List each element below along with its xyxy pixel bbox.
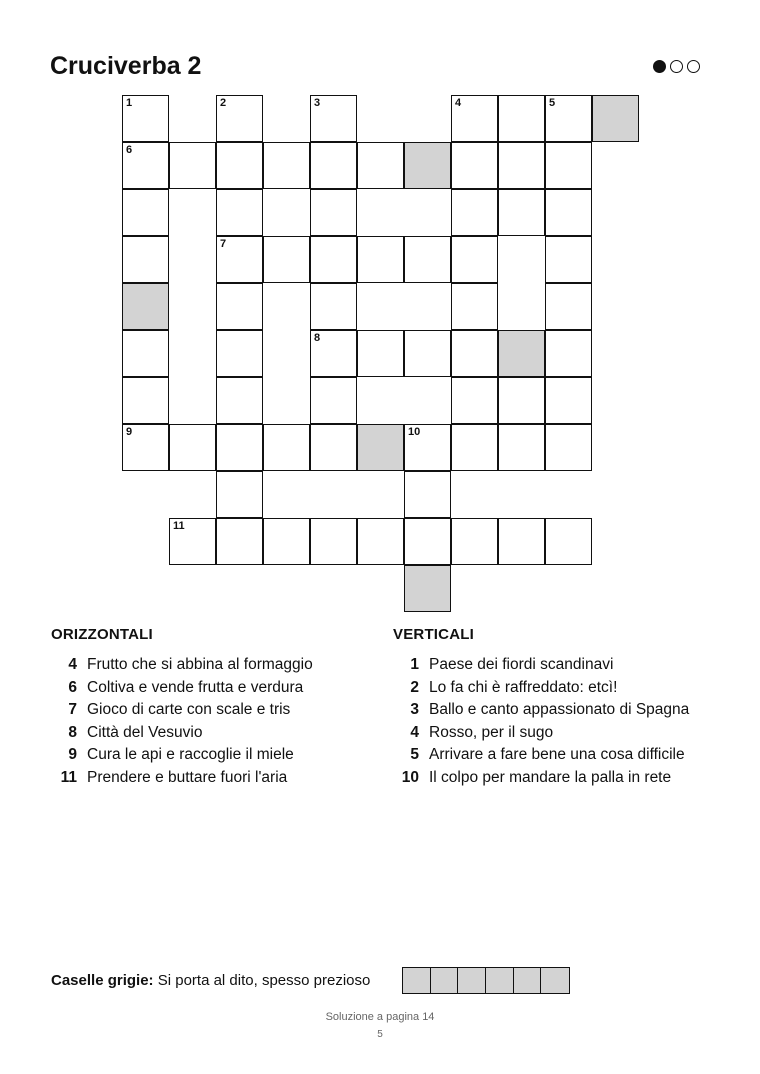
answer-box[interactable] (541, 968, 569, 993)
grid-cell[interactable] (545, 142, 592, 189)
grid-cell[interactable] (451, 236, 498, 283)
clue-item (393, 722, 723, 745)
grid-cell[interactable] (310, 95, 357, 142)
grid-cell[interactable] (263, 424, 310, 471)
grid-cell[interactable] (216, 471, 263, 518)
grid-cell[interactable] (310, 518, 357, 565)
grid-cell[interactable] (451, 424, 498, 471)
clue-number: 10 (401, 768, 419, 786)
grid-cell[interactable] (545, 189, 592, 236)
clue-number: 3 (410, 701, 419, 718)
clue-text: Città del Vesuvio (87, 723, 203, 741)
clue-number: 6 (68, 678, 77, 696)
clue-item (393, 744, 723, 767)
clue-number: 11 (173, 520, 185, 532)
grid-cell[interactable] (216, 189, 263, 236)
grid-cell[interactable] (357, 142, 404, 189)
clue-text: Paese dei fiordi scandinavi (429, 656, 614, 673)
clue-item (51, 654, 371, 677)
answer-box[interactable] (431, 968, 459, 993)
grid-cell[interactable] (216, 236, 263, 283)
grid-cell[interactable] (122, 142, 169, 189)
across-heading: ORIZZONTALI (51, 626, 153, 643)
grid-cell[interactable] (310, 330, 357, 377)
clue-item (51, 744, 371, 767)
grid-cell[interactable] (498, 189, 545, 236)
grid-cell[interactable] (216, 518, 263, 565)
grid-cell[interactable] (216, 95, 263, 142)
grid-cell[interactable] (310, 283, 357, 330)
grid-cell[interactable] (451, 377, 498, 424)
grey-cells-label: Caselle grigie: (51, 972, 154, 989)
clue-number: 9 (126, 426, 133, 438)
down-heading: VERTICALI (393, 626, 474, 643)
grid-cell[interactable] (498, 424, 545, 471)
clue-number: 10 (408, 426, 421, 438)
page-number: 5 (377, 1029, 383, 1040)
grid-cell[interactable] (216, 330, 263, 377)
clue-number: 2 (410, 678, 419, 696)
grid-cell[interactable] (404, 424, 451, 471)
grid-cell[interactable] (310, 236, 357, 283)
clue-number: 7 (68, 701, 77, 718)
clue-number: 4 (455, 97, 462, 109)
clue-text: Rosso, per il sugo (429, 723, 554, 741)
grey-cells-clue (51, 972, 370, 989)
clue-number: 5 (410, 746, 419, 763)
difficulty-dot (653, 60, 666, 73)
grid-cell[interactable] (404, 330, 451, 377)
clue-text: Frutto che si abbina al formaggio (87, 656, 313, 673)
grid-cell[interactable] (545, 330, 592, 377)
grid-cell[interactable] (122, 424, 169, 471)
clue-number: 4 (410, 723, 419, 741)
grid-cell[interactable] (498, 142, 545, 189)
grid-cell-grey[interactable] (122, 283, 169, 330)
page-title: Cruciverba 2 (50, 52, 202, 80)
grid-cell[interactable] (263, 236, 310, 283)
answer-box[interactable] (403, 968, 431, 993)
difficulty-dot (670, 60, 683, 73)
clue-item (393, 654, 723, 677)
clue-text: Il colpo per mandare la palla in rete (429, 768, 672, 786)
grid-cell[interactable] (545, 283, 592, 330)
grid-cell[interactable] (216, 283, 263, 330)
grid-cell[interactable] (122, 189, 169, 236)
grid-cell[interactable] (169, 424, 216, 471)
grid-cell[interactable] (216, 142, 263, 189)
clue-text: Ballo e canto appassionato di Spagna (429, 701, 690, 718)
clue-item (51, 767, 371, 790)
grid-cell[interactable] (169, 518, 216, 565)
difficulty-indicator (653, 60, 700, 73)
grid-cell[interactable] (498, 95, 545, 142)
clue-item (393, 767, 723, 790)
grid-cell[interactable] (122, 377, 169, 424)
grey-answer-boxes (402, 967, 570, 994)
difficulty-dot (687, 60, 700, 73)
answer-box[interactable] (458, 968, 486, 993)
grid-cell-grey[interactable] (498, 330, 545, 377)
grid-cell[interactable] (122, 95, 169, 142)
across-clues (51, 626, 371, 789)
clue-text: Gioco di carte con scale e tris (87, 701, 291, 718)
grid-cell[interactable] (357, 518, 404, 565)
clue-number: 1 (126, 97, 133, 109)
clue-number: 8 (68, 723, 77, 741)
grid-cell-grey[interactable] (357, 424, 404, 471)
answer-box[interactable] (486, 968, 514, 993)
grid-cell[interactable] (263, 142, 310, 189)
grid-cell[interactable] (545, 236, 592, 283)
grid-cell[interactable] (545, 424, 592, 471)
clue-number: 8 (314, 332, 321, 344)
grid-cell[interactable] (122, 330, 169, 377)
clue-number: 9 (68, 746, 77, 763)
grid-cell[interactable] (122, 236, 169, 283)
grid-cell[interactable] (451, 189, 498, 236)
clue-number: 3 (314, 97, 321, 109)
down-clues (393, 626, 723, 789)
clue-text: Lo fa chi è raffreddato: etcì! (429, 678, 618, 696)
clue-item (393, 699, 723, 722)
clue-text: Coltiva e vende frutta e verdura (87, 678, 304, 696)
grid-cell[interactable] (545, 377, 592, 424)
answer-box[interactable] (514, 968, 542, 993)
grid-cell[interactable] (310, 189, 357, 236)
grid-cell[interactable] (451, 518, 498, 565)
clue-number: 7 (220, 238, 227, 250)
grid-cell[interactable] (216, 377, 263, 424)
grid-cell[interactable] (216, 424, 263, 471)
grid-cell[interactable] (545, 95, 592, 142)
grid-cell-grey[interactable] (404, 142, 451, 189)
grid-cell[interactable] (357, 330, 404, 377)
grid-cell[interactable] (404, 471, 451, 518)
grid-cell[interactable] (310, 424, 357, 471)
grid-cell[interactable] (451, 95, 498, 142)
clue-number: 1 (410, 656, 419, 673)
clue-item (51, 699, 371, 722)
grey-cells-clue-text: Si porta al dito, spesso prezioso (157, 972, 371, 989)
grid-cell[interactable] (451, 142, 498, 189)
grid-cell[interactable] (498, 377, 545, 424)
grid-cell[interactable] (404, 518, 451, 565)
grid-cell[interactable] (310, 142, 357, 189)
grid-cell-grey[interactable] (404, 565, 451, 612)
clue-number: 6 (126, 144, 133, 156)
grid-cell[interactable] (169, 142, 216, 189)
grid-cell-grey[interactable] (592, 95, 639, 142)
grid-cell[interactable] (498, 518, 545, 565)
grid-cell[interactable] (451, 283, 498, 330)
grid-cell[interactable] (451, 330, 498, 377)
clue-text: Arrivare a fare bene una cosa difficile (429, 746, 685, 763)
clue-item (51, 677, 371, 700)
grid-cell[interactable] (404, 236, 451, 283)
clue-number: 4 (68, 656, 77, 673)
grid-cell[interactable] (310, 377, 357, 424)
clue-item (51, 722, 371, 745)
clue-number: 5 (549, 97, 556, 109)
clue-number: 2 (220, 97, 227, 109)
solution-note: Soluzione a pagina 14 (325, 1011, 435, 1023)
clue-number: 11 (60, 768, 77, 786)
grid-cell[interactable] (545, 518, 592, 565)
grid-cell[interactable] (263, 518, 310, 565)
clue-text: Prendere e buttare fuori l'aria (87, 768, 288, 786)
clue-item (393, 677, 723, 700)
clue-text: Cura le api e raccoglie il miele (87, 746, 294, 763)
grid-cell[interactable] (357, 236, 404, 283)
